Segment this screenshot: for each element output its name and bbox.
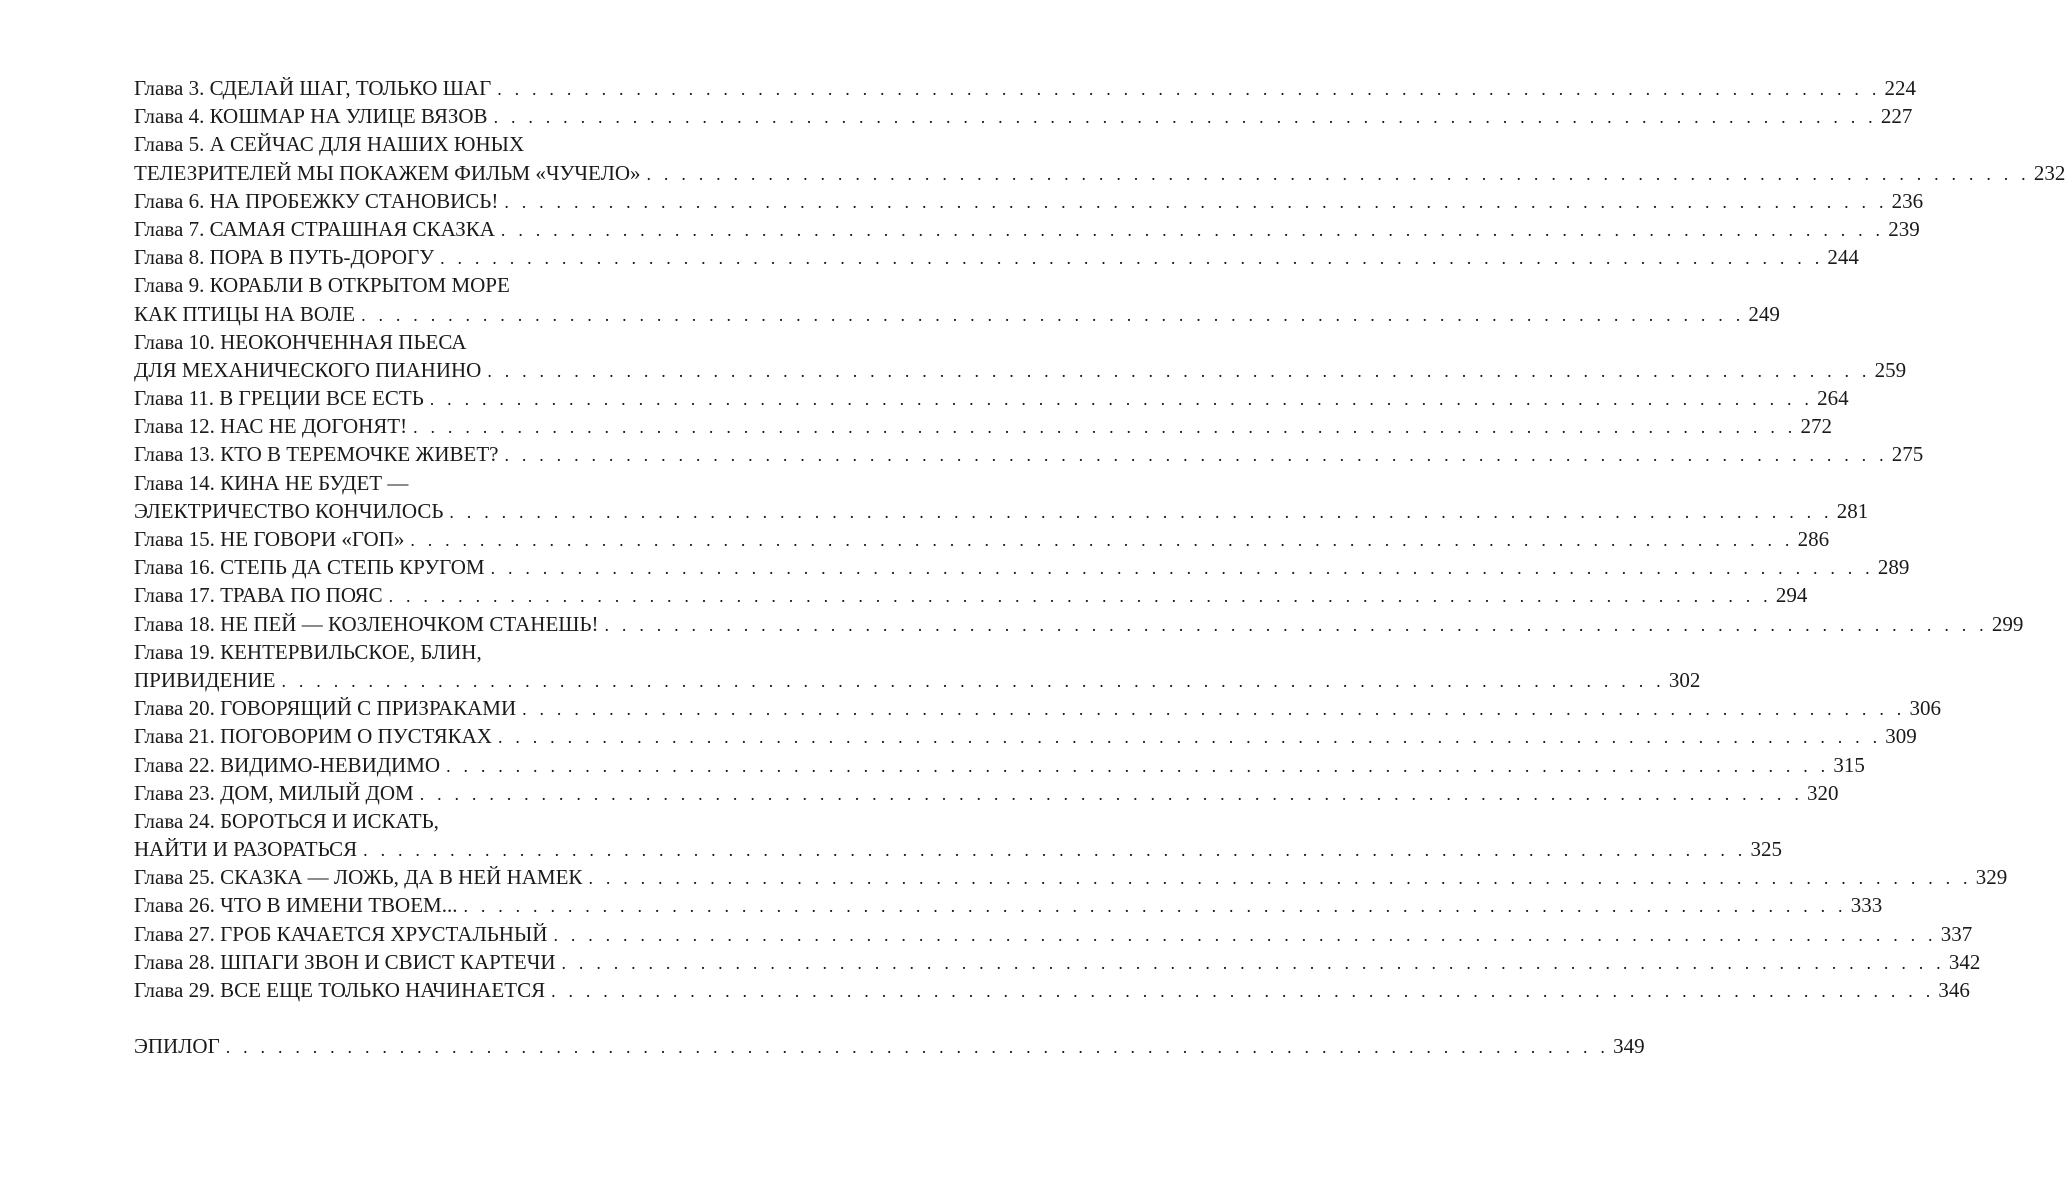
toc-entry (134, 948, 1981, 976)
toc-page-number: 309 (1885, 724, 1917, 749)
toc-entry (134, 835, 1782, 863)
toc-page-number: 315 (1833, 752, 1865, 777)
toc-entry (134, 751, 1865, 779)
dot-leader: . . . . . . . . . . . . . . . . . . . . . . . . . . . . . . . . . . . . . . . . . . . . . . . . . . . . . . . . . . . . . . . . . . . . . . . . . . . . . . . . (388, 586, 1772, 607)
dot-leader: . . . . . . . . . . . . . . . . . . . . . . . . . . . . . . . . . . . . . . . . . . . . . . . . . . . . . . . . . . . . . . . . . . . . . . . . . . . . . . . . (490, 558, 1874, 579)
toc-page-number: 264 (1817, 386, 1849, 411)
toc-page-number: 333 (1850, 893, 1883, 918)
toc-page-number: 232 (2033, 160, 2065, 185)
toc-entry-title: ЭПИЛОГ (134, 1034, 220, 1059)
table-of-contents (134, 74, 2065, 1060)
toc-page-number: 286 (1797, 527, 1830, 551)
toc-entry-title: Глава 11. В ГРЕЦИИ ВСЕ ЕСТЬ (134, 386, 424, 411)
toc-entry (134, 863, 2008, 891)
toc-page-number: 272 (1800, 414, 1832, 439)
toc-entry (134, 300, 1780, 328)
dot-leader: . . . . . . . . . . . . . . . . . . . . . . . . . . . . . . . . . . . . . . . . . . . . . . . . . . . . . . . . . . . . . . . . . . . . . . . . . . . . . . . . (429, 389, 1814, 410)
toc-entry (134, 243, 1859, 271)
toc-entry-title: Глава 12. НАС НЕ ДОГОНЯТ! (134, 414, 408, 439)
toc-entry-title: Глава 29. ВСЕ ЕЩЕ ТОЛЬКО НАЧИНАЕТСЯ (134, 978, 546, 1002)
toc-entry-title: Глава 28. ШПАГИ ЗВОН И СВИСТ КАРТЕЧИ (134, 949, 556, 974)
toc-entry (134, 412, 1832, 440)
toc-page-number: 325 (1750, 837, 1782, 862)
toc-entry-title: Глава 20. ГОВОРЯЩИЙ С ПРИЗРАКАМИ (134, 696, 517, 721)
toc-entry (134, 469, 792, 497)
toc-entry-title: Глава 21. ПОГОВОРИМ О ПУСТЯКАХ (134, 724, 492, 749)
toc-entry-title: КАК ПТИЦЫ НА ВОЛЕ (134, 301, 356, 326)
toc-entry-title: Глава 5. А СЕЙЧАС ДЛЯ НАШИХ ЮНЫХ (134, 132, 525, 157)
dot-leader: . . . . . . . . . . . . . . . . . . . . . . . . . . . . . . . . . . . . . . . . . . . . . . . . . . . . . . . . . . . . . . . . . . . . . . . . . . . . . . . . (553, 924, 1937, 945)
toc-entry (134, 328, 792, 356)
toc-entry (134, 976, 1970, 1004)
dot-leader: . . . . . . . . . . . . . . . . . . . . . . . . . . . . . . . . . . . . . . . . . . . . . . . . . . . . . . . . . . . . . . . . . . . . . . . . . . . . . . . . (500, 219, 1885, 240)
toc-entry-title: Глава 25. СКАЗКА — ЛОЖЬ, ДА В НЕЙ НАМЕК (134, 865, 583, 890)
toc-page-number: 236 (1891, 188, 1924, 213)
toc-entry (134, 356, 1907, 384)
toc-page-number: 289 (1877, 555, 1910, 580)
toc-entry (134, 553, 1910, 581)
dot-leader: . . . . . . . . . . . . . . . . . . . . . . . . . . . . . . . . . . . . . . . . . . . . . . . . . . . . . . . . . . . . . . . . . . . . . . . . . . . . . . . . (281, 670, 1665, 691)
toc-page-number: 349 (1613, 1034, 1645, 1059)
dot-leader: . . . . . . . . . . . . . . . . . . . . . . . . . . . . . . . . . . . . . . . . . . . . . . . . . . . . . . . . . . . . . . . . . . . . . . . . . . . . . . . . (497, 727, 1882, 748)
toc-entry-title: Глава 14. КИНА НЕ БУДЕТ — (134, 470, 409, 495)
dot-leader: . . . . . . . . . . . . . . . . . . . . . . . . . . . . . . . . . . . . . . . . . . . . . . . . . . . . . . . . . . . . . . . . . . . . . . . . . . . . . . . . (363, 840, 1747, 861)
dot-leader: . . . . . . . . . . . . . . . . . . . . . . . . . . . . . . . . . . . . . . . . . . . . . . . . . . . . . . . . . . . . . . . . . . . . . . . . . . . . . . . . (504, 445, 1888, 466)
toc-entry-title: ЭЛЕКТРИЧЕСТВО КОНЧИЛОСЬ (134, 498, 444, 523)
toc-entry (134, 581, 1808, 609)
toc-entry (134, 187, 1924, 215)
toc-entry (134, 891, 1883, 919)
dot-leader: . . . . . . . . . . . . . . . . . . . . . . . . . . . . . . . . . . . . . . . . . . . . . . . . . . . . . . . . . . . . . . . . . . . . . . . . . . . . . . . . (604, 614, 1988, 635)
toc-entry (134, 271, 792, 299)
toc-page-number: 244 (1827, 245, 1859, 270)
dot-leader: . . . . . . . . . . . . . . . . . . . . . . . . . . . . . . . . . . . . . . . . . . . . . . . . . . . . . . . . . . . . . . . . . . . . . . . . . . . . . . . . (504, 191, 1888, 212)
toc-entry (134, 130, 792, 158)
dot-leader: . . . . . . . . . . . . . . . . . . . . . . . . . . . . . . . . . . . . . . . . . . . . . . . . . . . . . . . . . . . . . . . . . . . . . . . . . . . . . . . . (440, 248, 1824, 269)
toc-entry (134, 807, 792, 835)
toc-entry-title: Глава 18. НЕ ПЕЙ — КОЗЛЕНОЧКОМ СТАНЕШЬ! (134, 611, 599, 636)
toc-entry (134, 215, 1920, 243)
toc-entry-title: ТЕЛЕЗРИТЕЛЕЙ МЫ ПОКАЖЕМ ФИЛЬМ «ЧУЧЕЛО» (134, 160, 641, 185)
toc-entry (134, 159, 2065, 187)
toc-entry-title: Глава 27. ГРОБ КАЧАЕТСЯ ХРУСТАЛЬНЫЙ (134, 921, 548, 946)
toc-entry-title: Глава 3. СДЕЛАЙ ШАГ, ТОЛЬКО ШАГ (134, 76, 492, 100)
toc-entry-title: Глава 9. КОРАБЛИ В ОТКРЫТОМ МОРЕ (134, 273, 510, 298)
toc-entry (134, 638, 792, 666)
toc-entry-title: Глава 26. ЧТО В ИМЕНИ ТВОЕМ... (134, 893, 458, 918)
dot-leader: . . . . . . . . . . . . . . . . . . . . . . . . . . . . . . . . . . . . . . . . . . . . . . . . . . . . . . . . . . . . . . . . . . . . . . . . . . . . . . . . (410, 530, 1794, 550)
toc-entry-title: Глава 8. ПОРА В ПУТЬ-ДОРОГУ (134, 245, 435, 270)
toc-entry (134, 525, 1830, 553)
dot-leader: . . . . . . . . . . . . . . . . . . . . . . . . . . . . . . . . . . . . . . . . . . . . . . . . . . . . . . . . . . . . . . . . . . . . . . . . . . . . . . . . (561, 952, 1945, 973)
dot-leader: . . . . . . . . . . . . . . . . . . . . . . . . . . . . . . . . . . . . . . . . . . . . . . . . . . . . . . . . . . . . . . . . . . . . . . . . . . . . . . . . (487, 360, 1871, 381)
toc-entry-title: Глава 19. КЕНТЕРВИЛЬСКОЕ, БЛИН, (134, 639, 482, 664)
toc-page-number: 346 (1938, 978, 1970, 1002)
toc-entry (134, 440, 1924, 468)
toc-entry-title: ДЛЯ МЕХАНИЧЕСКОГО ПИАНИНО (134, 357, 482, 382)
toc-page-number: 281 (1836, 498, 1869, 523)
toc-entry (134, 384, 1849, 412)
dot-leader: . . . . . . . . . . . . . . . . . . . . . . . . . . . . . . . . . . . . . . . . . . . . . . . . . . . . . . . . . . . . . . . . . . . . . . . . . . . . . . . . (446, 755, 1830, 776)
toc-page-number: 299 (1991, 611, 2024, 636)
toc-entry (134, 102, 1913, 130)
toc-entry-title: Глава 7. САМАЯ СТРАШНАЯ СКАЗКА (134, 216, 495, 241)
toc-entry-title: Глава 24. БОРОТЬСЯ И ИСКАТЬ, (134, 808, 439, 833)
toc-page-number: 302 (1668, 667, 1701, 692)
toc-entry-title: Глава 16. СТЕПЬ ДА СТЕПЬ КРУГОМ (134, 555, 485, 580)
dot-leader: . . . . . . . . . . . . . . . . . . . . . . . . . . . . . . . . . . . . . . . . . . . . . . . . . . . . . . . . . . . . . . . . . . . . . . . . . . . . . . . . (497, 79, 1881, 99)
section-spacer (134, 1004, 792, 1032)
dot-leader: . . . . . . . . . . . . . . . . . . . . . . . . . . . . . . . . . . . . . . . . . . . . . . . . . . . . . . . . . . . . . . . . . . . . . . . . . . . . . . . . (551, 981, 1935, 1001)
toc-entry (134, 920, 1973, 948)
toc-entry-title: Глава 15. НЕ ГОВОРИ «ГОП» (134, 527, 405, 551)
dot-leader: . . . . . . . . . . . . . . . . . . . . . . . . . . . . . . . . . . . . . . . . . . . . . . . . . . . . . . . . . . . . . . . . . . . . . . . . . . . . . . . . (493, 107, 1877, 128)
dot-leader: . . . . . . . . . . . . . . . . . . . . . . . . . . . . . . . . . . . . . . . . . . . . . . . . . . . . . . . . . . . . . . . . . . . . . . . . . . . . . . . . (413, 417, 1797, 438)
toc-entry (134, 722, 1917, 750)
toc-entry-title: Глава 6. НА ПРОБЕЖКУ СТАНОВИСЬ! (134, 188, 499, 213)
dot-leader: . . . . . . . . . . . . . . . . . . . . . . . . . . . . . . . . . . . . . . . . . . . . . . . . . . . . . . . . . . . . . . . . . . . . . . . . . . . . . . . . (419, 783, 1804, 804)
toc-entry (134, 610, 2024, 638)
dot-leader: . . . . . . . . . . . . . . . . . . . . . . . . . . . . . . . . . . . . . . . . . . . . . . . . . . . . . . . . . . . . . . . . . . . . . . . . . . . . . . . . (361, 304, 1745, 325)
toc-page-number: 259 (1874, 357, 1907, 382)
toc-entry-title: Глава 13. КТО В ТЕРЕМОЧКЕ ЖИВЕТ? (134, 442, 499, 467)
dot-leader: . . . . . . . . . . . . . . . . . . . . . . . . . . . . . . . . . . . . . . . . . . . . . . . . . . . . . . . . . . . . . . . . . . . . . . . . . . . . . . . . (522, 699, 1906, 720)
toc-page-number: 249 (1748, 301, 1780, 326)
toc-entry-title: НАЙТИ И РАЗОРАТЬСЯ (134, 837, 358, 862)
toc-page-number: 306 (1909, 696, 1941, 721)
toc-page-number: 342 (1948, 949, 1981, 974)
dot-leader: . . . . . . . . . . . . . . . . . . . . . . . . . . . . . . . . . . . . . . . . . . . . . . . . . . . . . . . . . . . . . . . . . . . . . . . . . . . . . . . . (225, 1037, 1610, 1058)
toc-entry-title: Глава 17. ТРАВА ПО ПОЯС (134, 583, 383, 608)
toc-page-number: 329 (1975, 865, 2008, 890)
toc-entry (134, 779, 1839, 807)
toc-page-number: 294 (1775, 583, 1808, 608)
toc-entry-title: ПРИВИДЕНИЕ (134, 667, 276, 692)
toc-entry (134, 74, 1917, 102)
toc-page-number: 239 (1888, 216, 1920, 241)
dot-leader: . . . . . . . . . . . . . . . . . . . . . . . . . . . . . . . . . . . . . . . . . . . . . . . . . . . . . . . . . . . . . . . . . . . . . . . . . . . . . . . . (588, 868, 1972, 889)
toc-entry (134, 694, 1941, 722)
toc-entry (134, 666, 1701, 694)
toc-page-number: 275 (1891, 442, 1924, 467)
toc-page-number: 227 (1880, 104, 1913, 129)
toc-page-number: 224 (1884, 76, 1917, 100)
toc-entry-title: Глава 10. НЕОКОНЧЕННАЯ ПЬЕСА (134, 329, 467, 354)
toc-entry (134, 497, 1869, 525)
dot-leader: . . . . . . . . . . . . . . . . . . . . . . . . . . . . . . . . . . . . . . . . . . . . . . . . . . . . . . . . . . . . . . . . . . . . . . . . . . . . . . . . (463, 896, 1847, 917)
toc-entry-title: Глава 23. ДОМ, МИЛЫЙ ДОМ (134, 780, 414, 805)
toc-page-number: 320 (1807, 780, 1839, 805)
toc-entry-title: Глава 4. КОШМАР НА УЛИЦЕ ВЯЗОВ (134, 104, 488, 129)
dot-leader: . . . . . . . . . . . . . . . . . . . . . . . . . . . . . . . . . . . . . . . . . . . . . . . . . . . . . . . . . . . . . . . . . . . . . . . . . . . . . . . . (449, 501, 1833, 522)
toc-page-number: 337 (1940, 921, 1973, 946)
toc-epilogue (134, 1032, 1645, 1060)
dot-leader: . . . . . . . . . . . . . . . . . . . . . . . . . . . . . . . . . . . . . . . . . . . . . . . . . . . . . . . . . . . . . . . . . . . . . . . . . . . . . . . . (646, 163, 2030, 184)
toc-entry-title: Глава 22. ВИДИМО-НЕВИДИМО (134, 752, 441, 777)
